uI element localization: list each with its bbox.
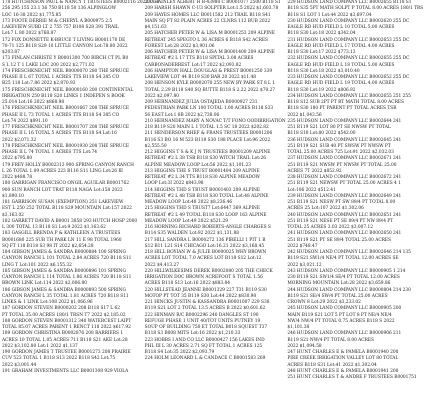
- record-line: 212 HIGGINS T S & K J N TRUSTEES B0001209 ALPINE: [144, 150, 271, 155]
- record-line: MOTOP PT TOT 35 B119 S30 Lot:44 2022 $830.98: [144, 293, 257, 299]
- record-line: 2022 $1,043.56: [287, 112, 322, 118]
- record-line: B118 S30 180 PT PARENT PT TOTAL ACRES TSR: [287, 106, 397, 112]
- record-line: EAGLE RD HUD FIELD L 17 TOTAL 4.00 ACRES: [287, 43, 395, 49]
- record-line: 178 HUTCHINSON PAUL & NANCY T TRUSTEES B0002116 2022.11.8: [2, 0, 160, 5]
- record-line: B119 S21 LOT 2 TOTAL 13.5 ACRES B 2022 $0,601.62: [144, 306, 266, 312]
- record-line: TOTAL 25.00 ACRES 725 Lot:91 2022 $2,032.03: [287, 150, 394, 155]
- record-line: $3,163.02: [2, 212, 24, 218]
- record-line: RETREAT #2 L 38 TSB B118 S30 WITCH TRAIL Lot:26: [144, 156, 266, 162]
- record-line: B118 S30 Lot:18 2022 $3,010.40: [287, 68, 360, 74]
- record-line: 251 B119 S21 SUB 40 PT SWSW PT NWSW PT: [287, 143, 391, 149]
- record-line: B119 S21 SE/4 SW/4 PT TOTAL 25.00 ACRES: [287, 293, 388, 299]
- record-line: 230 B119 S21 SW1/4 SE/4 PT TOTAL 12.00 ACRES: [287, 275, 400, 280]
- record-line: 230 HUDSON LAND COMPANY LLC B0002620 255 DC: [287, 18, 410, 24]
- record-line: 200 HAINLEY ALBERT H B-43988 C B0001077 2500 B118 S1: [144, 0, 281, 5]
- record-line: PHL III L 30 ACRES 2.71 SQ FT TOTAL 1 ACRES 125: [144, 343, 263, 349]
- record-line: 210 HERNANDEZ MARY A NOVAC T/T FONO OODIRRIGATION: [144, 118, 286, 124]
- record-line: ACRES LOT TOTAL 7.0 ACRES LOT B118 S12 Lot:12: [144, 256, 262, 262]
- record-line: 175 FRESCHKNECHT NEIL B0000160 200 CONTINENTAL: [2, 87, 134, 93]
- record-line: 56 EAST Lot:1 8B 2022 $2,738.06: [144, 112, 220, 118]
- record-line: 222 HINMAN R/C B0002296 240 DANGLES ST 190: [144, 312, 259, 318]
- record-line: IRRIGATION DOC BROWN ACREFOOT S TOTAL 1.56: [144, 275, 263, 280]
- record-line: 245 HUDSON LAND COMPANY LLC B0000905 200: [287, 306, 402, 312]
- record-line: 2022 $488.78: [2, 175, 33, 180]
- record-line: 2022 $748.47: [287, 243, 318, 249]
- record-line: 2022 $795.80: [2, 156, 33, 162]
- record-line: NW/4 NW/4 PT TOTAL 0.75 ACRES B118 S 2022: [287, 318, 395, 324]
- record-line: 205 HATCHER PETER W & LISA M B0001253 209 ALPINE: [144, 31, 275, 37]
- record-line: ALPINE MEADOW LOOP Lot:56 2022 $1,101.23: [144, 162, 251, 168]
- record-line: EAGLE RD HUD FIELD L 18 TOTAL 5.00 ACRES: [287, 62, 395, 68]
- record-line: $2,555.50: [144, 143, 167, 149]
- record-line: B116 S3 BO 16 M 523 B118 S30 188 PLACE Lot:96 2022: [144, 137, 271, 143]
- record-line: 244 HUDSON LAND COMPANY LLC B0000804 214 230: [287, 287, 411, 293]
- record-line: TOTAL 85.07 ACRES PARENT 1 RENCT 118 2022 $617.92: [2, 325, 131, 330]
- record-line: S12 B11 L21 S14 CHICAGO Lot:16.21 2022 $3,168.45: [144, 243, 265, 249]
- record-line: MAIN B119 S21 LOT 5 PT LOT 8 PT NE/4 NE/4: [287, 312, 392, 318]
- record-line: LAKEVIEW SUBD LT 2 755 757 B108 S28 391 TRAIL: [2, 25, 119, 30]
- record-line: B114 S35 WALDEN Lot:92 2022 $1,131.88: [144, 231, 239, 237]
- record-line: PHASE II L 73 TOTAL 1 ACRES TTS B118 S4 385 CO: [2, 112, 120, 118]
- record-line: PIRE CREEK IRRIGATION VALLEY LOT 80 TOTAL: [287, 356, 399, 362]
- record-line: 209 HERNANDEZ JULIA OSTAJEDA B0000927 231: [144, 100, 258, 105]
- record-line: EAGLE RD HUD FIELD L 19 TOTAL 4.00 ACRES: [287, 81, 395, 87]
- record-line: B118 S1 LOT 1 Lot:44 2022 $3,697.04: [287, 12, 372, 18]
- record-line: 184 GIBSON JAMES & SANDRA B0000884 100 SPRING: [2, 250, 126, 255]
- record-line: 178 FRESCHKNECHT NEIL B0001930 208 THE SPRUCE: [2, 143, 130, 149]
- text-column-middle: [145, 0, 284, 400]
- record-line: MEADOW LOOP Lot:48 2022 $8,236.46: [144, 200, 233, 205]
- record-line: B118 S18 Lot:80 2022 $542.00: [287, 131, 356, 137]
- record-line: 173 FOOTE DERRIE M & CHERYL A B000975 2.5: [2, 18, 113, 24]
- record-line: ACRES 25 Lot:107 2022 $1,302.06: [287, 206, 364, 212]
- record-line: 2022 $1,094.58: [287, 343, 322, 349]
- record-line: 211 HENDERSON RHEF & FRANS TRUSTEES B0001206: [144, 131, 273, 137]
- record-line: 248 HUNT CHARLES E & PAMELA B0001941 200: [287, 368, 399, 374]
- record-line: PHASE II L 74 TOTAL 1 ACRES TTS Lot:74: [2, 150, 97, 155]
- record-line: LOOP Lot:3I 2022 $843.98: [144, 181, 204, 187]
- record-line: B118 S30 Lot:18 2022 $342.04: [287, 31, 356, 37]
- record-line: 251 B119 S21 NESW PT SW 89/4 PT TOTAL 8.00: [287, 200, 396, 205]
- record-line: 233 HUDSON LAND COMPANY LLC B0002652 255 DC: [287, 75, 410, 80]
- record-line: EST L 250 252 TOTAL B118 S29 MOUNTAIN Lot:157 2022: [2, 206, 132, 212]
- record-line: PHASE II L 16 TOTAL 5 ACRES TTS B118 S4 Lot:16: [2, 131, 117, 137]
- record-line: CROWN 8 Lot:29 2022 $3,233.02: [287, 300, 361, 305]
- record-line: 208 HENSON KYLE B0002070 255 NEW BY PARK ST 8 L 1: [144, 81, 276, 87]
- record-line: 239 HUDSON LAND COMPANY LLC B0002649 241: [287, 193, 402, 199]
- record-line: B118 S30 Lot:19 2022 $806.92: [287, 87, 356, 93]
- record-line: 238 HUDSON LAND COMPANY LLC B0002672 241: [287, 175, 402, 180]
- record-line: 180 GARRIGAN FRANCISCO ONGIL AGUILAR B0001762: [2, 181, 129, 187]
- record-line: 191 GRAHAM INVESTMENTS LLC B0001308 929 VIOLA: [2, 368, 129, 374]
- record-line: B118 S35 5PT MATH SOLPT P TOTAL 8.00 ACRES 180/1 TRS: [287, 6, 424, 12]
- record-line: 235 HUDSON LAND COMPANY LLC B0002644 241: [287, 118, 402, 124]
- record-line: Lot:74 2022 $891.10: [2, 118, 48, 124]
- record-line: $4,151.63: [144, 25, 167, 30]
- record-line: B119 S21 NW/4 PT TOTAL 8.00 ACRES: [287, 337, 374, 343]
- record-line: 182 GARRETT DAVID A B0001 3858 293 HUTCH HOSP 2000: [2, 218, 138, 224]
- record-line: 181 GARRISON SUSAN (EXEMPTION) 251 LAKEVIEW: [2, 200, 124, 205]
- record-line: 241 HUDSON LAND COMPANY LLC B0002650 241: [287, 231, 402, 237]
- record-line: B118 S3 B008 MITS Lot:16 2022 $1,210.33: [144, 331, 241, 337]
- record-line: LOC 16-38 2022 $1,775.85: [2, 12, 62, 18]
- record-line: B119 S21 SW1/4 NE/4 PT TOTAL 12.00 ACRES SE: [287, 256, 399, 262]
- record-line: 215 HIGGINS THD S TRUST7 Lot:6447 369 ALPINE: [144, 206, 260, 212]
- record-line: 176 FRESCHKNECHT NEIL B0001667 208 THE SPRUCE: [2, 106, 130, 112]
- record-line: B118 S12 SUB 2PT PT RT MATH TOTAL 8.00 ACRES: [287, 100, 404, 105]
- record-line: 189 GORDON CHRISTINA B0002876 208 BARRIERS 1: [2, 331, 124, 337]
- record-line: 217 HILL SANDRA L B0000272 136 PIRELLI 1 PIT 1 B: [144, 237, 266, 243]
- record-line: 247 HUNT CHARLES E & PAMELA B0001940 200: [287, 350, 399, 355]
- record-line: TOTAL 2.29 B118 S40 SQ BUTTE B118 S 2.22 2022 $70.27: [144, 87, 276, 93]
- record-line: 172 FOX DONNETTE K-BRUCE T LIVING B0001170 DE: [2, 37, 126, 43]
- record-line: CANYON RANCH L 114 TOTAL 1.86 ACRES 720 B118 S11: [2, 275, 132, 280]
- record-line: RETREAT 245 SPEGTO L 36 ACRES 6 B118 S42 ACRES: [144, 37, 268, 43]
- record-line: SOUP OF BUILDING 750 ET TOTAL B018 SQUEST T37: [144, 325, 268, 330]
- record-line: 187 GORDON STEVEN B0000202 208 B118 S17 L 62: [2, 306, 120, 312]
- record-line: S L 12 T 1 LAKE LOC 200 2022 $2,771.02: [2, 62, 95, 68]
- record-line: REFUGE PHASE 1 UNIT 40/TOT UNITS PUTNEY 19: [144, 318, 261, 324]
- record-line: 218 B119 S20 MAIN L 1 TOTAL 1.5 SC 18 2022 $202.82: [144, 125, 269, 130]
- record-line: CANYON RANCH L 35 TOTAL 1.81 ACRES 720 B118 S11: [2, 293, 129, 299]
- record-line: 25.014 Lot:16 2022 $868.98: [2, 100, 65, 105]
- record-line: $1,890.10: [2, 193, 24, 199]
- record-line: 188 GORDON STEVEN B0001312 340 WATERCEST LAIPT: [2, 318, 132, 324]
- record-line: 242 HUDSON LAND COMPANY LLC B0002646 214 135: [287, 250, 411, 255]
- record-line: RETREAT #2 L 48 TSB B118 S30 TOTAL Lot:48 ALPINE: [144, 193, 269, 199]
- record-line: 179 FREY HOLLY B0002313 900 SPRING CANYON RANCH: [2, 162, 134, 168]
- record-line: 243 HUDSON LAND COMPANY LLC B0000905 1 214: [287, 268, 406, 274]
- record-line: EAGLE RD HUD FIELD L 10 TOTAL 5.00 ACRES: [287, 25, 395, 30]
- record-line: 240 HUDSON LAND COMPANY LLC B0002651 241: [287, 212, 402, 218]
- record-line: 232 HUDSON LAND COMPANY LLC B0002655 255 DC: [287, 56, 410, 62]
- record-line: 185 GIBSON JAMES & SANDRA B0000896 101 SPRING: [2, 268, 126, 274]
- record-line: 220 HILLSTEAD JEANNE B0001329 227 T31 B119 S30: [144, 287, 267, 293]
- record-line: RETREAT #2 L 49 TOTAL B118 S30 LOOP 163 ALPINE: [144, 212, 267, 218]
- record-line: 206 HATCHER PETER W & LISA M B0001400 209 ALPINE: [144, 50, 275, 55]
- record-line: ACRES B118 S31 Lot:41 2022 $1,302.04: [287, 362, 377, 368]
- record-line: B25 118 Lot:7.86 2022 $2,870.93: [2, 81, 76, 87]
- record-line: ACRES 7T 2022 $852.92: [287, 168, 342, 174]
- record-line: ACRES B118 S13 Lot:16 2022 $883.84: [144, 281, 231, 287]
- record-line: $203.87: [2, 50, 20, 55]
- record-line: 218 HILL BOYIAN W & JULIE B0000025 WHY BROWN: [144, 250, 267, 255]
- record-line: 251 B119 S21 LOT 80 PT SE NWSW PT TOTAL: [287, 125, 391, 130]
- record-line: 221 HINCKS JUSTIN & KASSANDRA B0001007 229 S38: [144, 300, 270, 305]
- text-column-right: [287, 0, 426, 400]
- record-line: TOTAL 25 ACRES 3.03 2022 $3,007.12: [287, 225, 373, 230]
- record-line: 231 HUDSON LAND COMPANY LLC B0002653 255 DC: [287, 37, 410, 43]
- record-line: PEDESTRIAN PARK LN 100 TOTAL 1.00 ACRES B118 S33: [144, 106, 274, 112]
- record-line: B0001680 225 SUB TH PARK LN 11 E 98 TOTAL 1960: [2, 237, 122, 243]
- record-line: BROWN LINK Lot:114 2022 $2,006.80: [2, 281, 87, 287]
- record-line: IRRIGATION 250 B118 S20 LINKS 1 INDEPEN S BOOK: [2, 93, 125, 99]
- record-line: 2022 $2,071.32: [2, 137, 37, 143]
- record-line: 183 GASGILL BRENDA P & KATHLEEN A TRUSTEES: [2, 231, 121, 237]
- record-line: 237 HUDSON LAND COMPANY LLC B0002671 241: [287, 156, 402, 162]
- record-line: 216 HORNING RICHARD ROBERTS-ANGLE CHARGES S: [144, 225, 271, 230]
- record-line: 2022 $3,001.44: [2, 362, 37, 368]
- record-line: 206 HAMPTON HALL DOUGLAS & PREST B0001250 339: [144, 68, 273, 74]
- record-line: PT TOTAL 35.00 ACRES 180/1 TRSN T7 2022 $2,185.02: [2, 312, 126, 318]
- record-line: Lot:7 L 80 2022 $768.87: [2, 31, 56, 37]
- record-line: L 26 TOTAL 1.09 ACRES 223 B116 S11 LING Lot:26 IE: [2, 168, 124, 174]
- record-line: 251 B119 S21 PT SE 89/4 TOTAL 25.00 ACRES: [287, 237, 392, 243]
- record-line: 251 HUNT CHARLES T & ANDRE F TRUSTEES B0001751: [287, 375, 417, 380]
- record-line: MAIN SQ FT 82 PLAIN ACRES 22 CLNRS 112 BUB 2022: [144, 18, 271, 24]
- record-line: LING T Lot:101 2022 $6,155.32: [2, 262, 72, 268]
- record-line: L 300 TOTAL 13 B118 S1 Lot:9 2022 $1,163.62: [2, 225, 106, 230]
- record-line: RETREAT #2 L 34 TTS B118 S30 ALPINE MEADOW: [144, 175, 261, 180]
- record-line: 234 HUDSON LAND COMPANY LLC B0002655 251 255: [287, 93, 411, 99]
- record-line: 256 295 155 23.1 36 750 B118 50 136 ALPINGLOW: [2, 6, 117, 12]
- record-line: CANYON RANCH L 101 TOTAL 2.84 ACRES 720 B118 S11: [2, 256, 132, 262]
- record-line: 251 B119 S21 NWSW PT NWSW PT TOTAL 25.00: [287, 162, 397, 168]
- record-line: 220 HILLWILKESIMS DEREK B0002080 205 THE CHECK: [144, 268, 273, 274]
- record-line: B118 S4 Lot:35 2022 $2,093.79: [144, 350, 215, 355]
- record-line: Lot:106 2022 $512.41: [287, 187, 336, 193]
- record-line: 2022 $2,097.80: [144, 93, 179, 99]
- record-line: ACRES 10 TOTAL 1.05 ACRES 711 B118 S21 AKE Lot:28: [2, 337, 128, 343]
- record-line: 177 FRESCHKNECHT NEIL B0001707 208 THE SPRUCE: [2, 125, 130, 130]
- record-line: 2022 $3,102.80 Lot:1 2022 $1,137: [2, 343, 78, 349]
- record-line: 2022 $4,413.27: [144, 262, 179, 268]
- record-line: RETREAT #2 L 17 TTS B118 SPITAL 3.08 ACRES: [144, 56, 254, 62]
- record-line: LAKEVIEW LOT 44 B119 S30 BAR 20 2022 $11.48: [144, 75, 257, 80]
- record-line: 186 GIBSON JAMES & SANDRA B0000893 500 SPRING: [2, 287, 126, 293]
- record-line: MORNING MOUNTAIN Lot:28 2022 $3,659.86: [287, 281, 391, 287]
- record-line: 900 SUN RANCH LOT TRAT B118 NAGA Lot:158 2022: [2, 187, 123, 193]
- record-line: PHASE II L 67 TOTAL 1 ACRES TTS B118 S4 385 CO: [2, 75, 120, 80]
- record-line: 236 HUDSON LAND COMPANY LLC B0002645 241: [287, 137, 402, 143]
- record-line: 173 FINLAN CHRISTE Y B0001300 700 BIRCH CT PL B0: [2, 56, 129, 62]
- record-line: 251 B119 S21 NEWSW PT TOTAL 25.00 ACRES 4 1: [287, 181, 401, 187]
- record-line: 251 B119 S21 NESE PT SE 89/4 PT NW 89/4 PT: [287, 218, 394, 224]
- record-line: 190 GORDON JAMES T TRUSTEE B0001273 208 PRAIRIE: [2, 350, 131, 355]
- record-line: MEADOW LOOP Lot:49 2022 $521.29: [144, 218, 229, 224]
- record-line: 209 HARSH SHAWN C-U3 SOLPTER Lot:1.5 2022 $1,603.78: [144, 6, 279, 12]
- record-line: 229 HUDSON LAND COMPANY LLC B0002655 B118 S1: [287, 0, 412, 5]
- record-line: 223 HOBBS I AND CO LLC B0000427 156 LAKES IND: [144, 337, 265, 343]
- record-line: SQ FT 118 B118 S3 98 IT 2022 $2,654.28: [2, 243, 94, 249]
- record-line: 214 HIGGINS THD S TRUST B0001403 209 ALPINE: [144, 187, 261, 193]
- record-line: LINKS & 1 LINK Lot:108 2022 $1,066.96: [2, 300, 93, 305]
- record-line: 2022 $3,021.12: [287, 262, 322, 268]
- record-line: 70-71 125 B118 S29 10 LITTLE CANYON Lot:78.80 2022: [2, 43, 128, 49]
- record-line: 246 HUDSON LAND COMPANY LLC B0000906 211: [287, 331, 402, 337]
- record-line: CUV 523 TOTAL 1 B118 S13 2022 B118 S42 Lot:75: [2, 356, 116, 362]
- record-line: CARBONADERREST Lot:17 2022 $2,093.82: [144, 62, 242, 68]
- record-line: B118 S30 Lot:17 2022 $773.13: [287, 50, 356, 55]
- record-line: $1,101.38: [287, 325, 310, 330]
- record-line: 209 HAYES HOMES LLC B0011582 212 TRAIL B118 S41: [144, 12, 271, 18]
- record-line: FOREST Lot:28 2022 $3,901.06: [144, 43, 215, 49]
- record-line: 224 HOLM LEONARD L & CANDACE C B0001583 269: [144, 356, 266, 362]
- record-line: 213 HIGGINS THE S TRUST B0001404 209 ALPINE: [144, 168, 260, 174]
- record-line: 174 FRESCHKNECHT NEIL B0000070 280 THE SPRUCE: [2, 68, 130, 74]
